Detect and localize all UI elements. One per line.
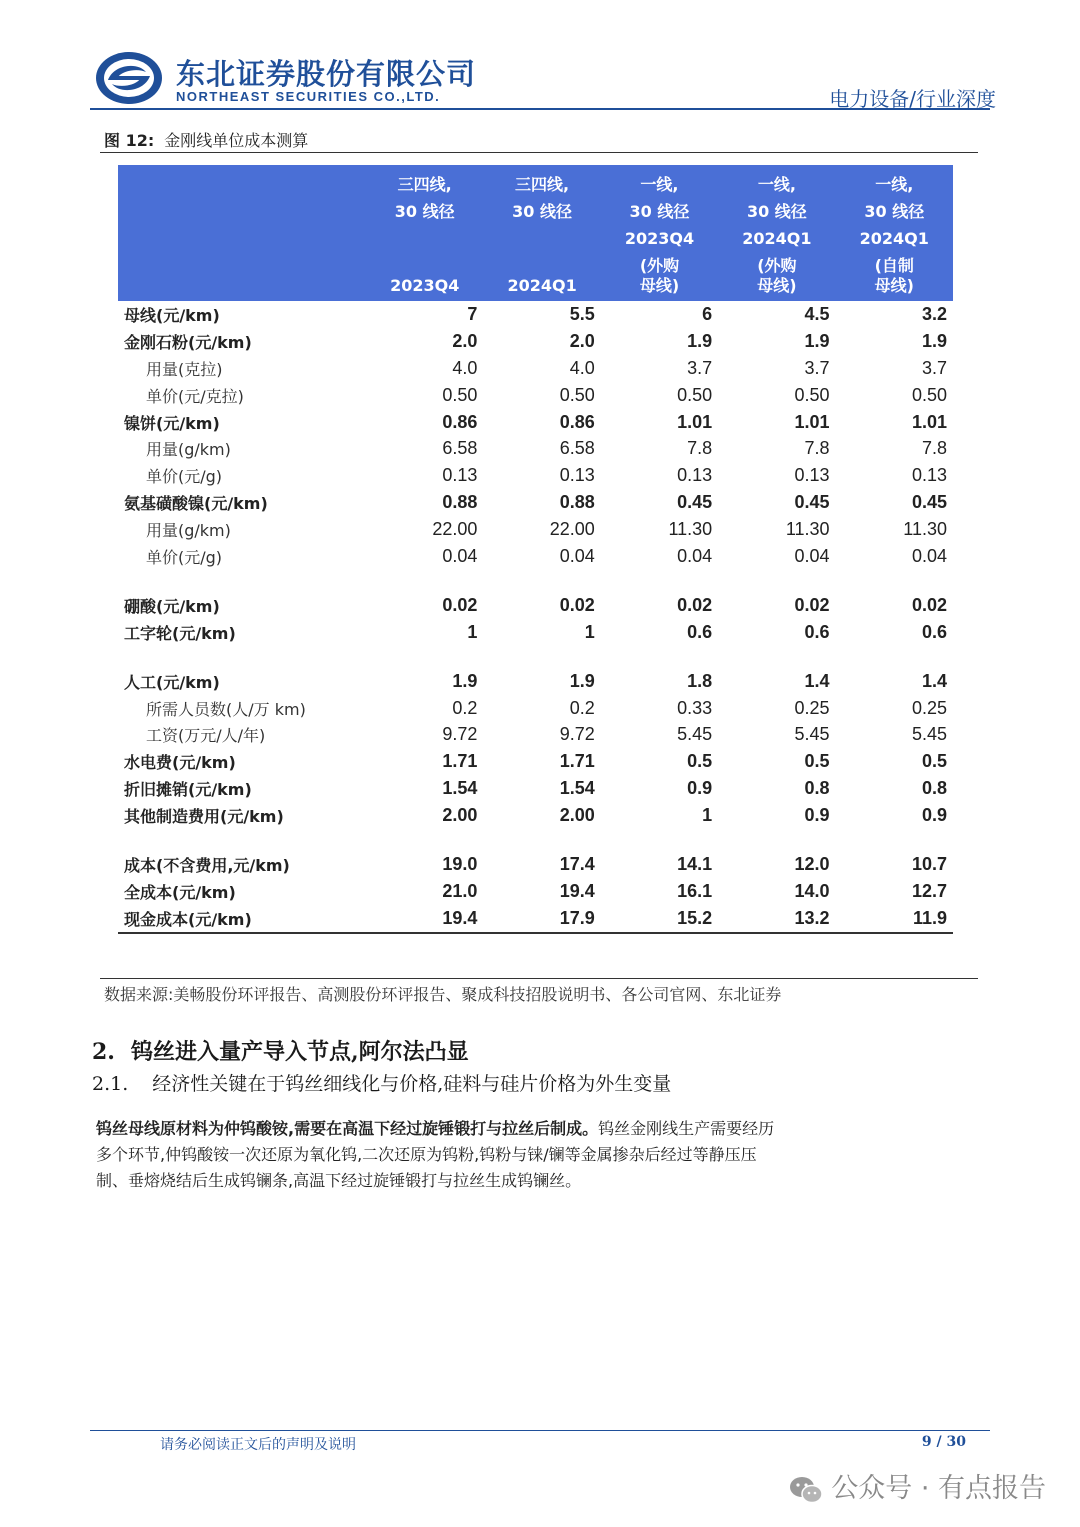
table-cell: 1	[584, 621, 595, 642]
table-cell: 3.7	[687, 357, 713, 378]
table-cell: 1.01	[677, 411, 713, 432]
table-cell: 0.13	[677, 465, 713, 486]
table-cell: 17.9	[483, 905, 600, 933]
header-divider	[90, 108, 990, 110]
row-label: 工字轮(元/km)	[124, 623, 236, 643]
table-cell: 1	[467, 621, 478, 642]
table-cell: 0.50	[442, 384, 478, 405]
table-cell: 5.45	[794, 724, 830, 745]
column-header-bottom: 母线)	[639, 276, 680, 295]
row-label: 单价(元/g)	[146, 467, 223, 487]
table-cell: 1	[702, 805, 713, 826]
row-label: 硼酸(元/km)	[124, 596, 220, 616]
column-header-line: 一线,	[757, 175, 796, 194]
table-cell: 6	[702, 303, 713, 324]
table-cell: 0.6	[804, 621, 830, 642]
table-cell	[836, 646, 953, 668]
watermark	[789, 1466, 1046, 1505]
row-label: 人工(元/km)	[124, 672, 220, 692]
table-cell: 19.4	[559, 880, 595, 901]
table-spacer-row	[118, 829, 953, 851]
table-cell: 1.9	[804, 330, 830, 351]
report-category: 电力设备/行业深度	[829, 87, 996, 111]
row-label	[118, 646, 366, 668]
column-header-line: 一线,	[875, 175, 914, 194]
table-cell: 17.4	[559, 853, 595, 874]
table-cell: 7	[467, 303, 478, 324]
table-cell: 0.13	[559, 465, 595, 486]
table-cell: 13.2	[718, 905, 835, 933]
table-cell: 22.00	[432, 519, 478, 540]
table-cell: 0.50	[794, 384, 830, 405]
column-header-line: 一线,	[640, 175, 679, 194]
table-row	[118, 516, 953, 543]
table-cell: 0.45	[911, 492, 947, 513]
table-cell: 16.1	[677, 880, 713, 901]
table-cell: 3.2	[921, 303, 947, 324]
table-cell: 5.5	[569, 303, 595, 324]
table-body	[118, 301, 953, 933]
table-row	[118, 851, 953, 878]
figure-label: 图 12:	[104, 131, 155, 150]
table-cell: 0.2	[569, 697, 595, 718]
column-header-line: 三四线,	[397, 175, 452, 194]
column-header-line: (外购	[639, 256, 680, 275]
table-cell: 1.71	[559, 751, 595, 772]
table-row	[118, 462, 953, 489]
table-row	[118, 435, 953, 462]
brand-name-cn: 东北证券股份有限公司	[176, 57, 477, 91]
row-label: 其他制造费用(元/km)	[124, 807, 284, 827]
table-cell: 11.30	[668, 519, 713, 540]
data-source: 数据来源:美畅股份环评报告、高测股份环评报告、聚成科技招股说明书、各公司官网、东北证券	[104, 985, 782, 1004]
table-spacer-row	[118, 570, 953, 592]
table-cell	[483, 646, 600, 668]
row-label: 成本(不含费用,元/km)	[124, 855, 290, 875]
column-header	[601, 165, 718, 301]
section-title: 钨丝进入量产导入节点,阿尔法凸显	[130, 1039, 469, 1065]
table-cell: 6.58	[559, 438, 595, 459]
table-cell	[483, 829, 600, 851]
table-cell: 1.54	[442, 778, 478, 799]
table-cell: 0.13	[794, 465, 830, 486]
column-header-line: 30 线径	[864, 202, 925, 221]
table-cell: 11.9	[836, 905, 953, 933]
row-label: 水电费(元/km)	[124, 753, 236, 773]
table-cell: 4.0	[452, 357, 478, 378]
table-cell: 0.04	[677, 545, 713, 566]
table-cell: 0.9	[687, 778, 713, 799]
row-label: 用量(克拉)	[146, 359, 223, 379]
table-row	[118, 721, 953, 748]
table-cell: 0.5	[687, 751, 713, 772]
table-cell: 0.86	[559, 411, 595, 432]
table-cell	[366, 829, 483, 851]
table-cell: 4.5	[804, 303, 830, 324]
table-cell: 0.6	[921, 621, 947, 642]
table-cell: 0.6	[687, 621, 713, 642]
subsection-number: 2.1.	[92, 1073, 129, 1095]
row-label: 金刚石粉(元/km)	[124, 332, 252, 352]
table-cell	[836, 829, 953, 851]
table-cell: 2.00	[442, 805, 478, 826]
paragraph-body: 钨丝金刚线生产需要经历多个环节,仲钨酸铵一次还原为氧化钨,二次还原为钨粉,钨粉与铼/镧等金属掺杂后经过等静压压制、垂熔烧结后生成钨镧条,高温下经过旋锤锻打与拉丝生成钨镧丝。	[96, 1119, 775, 1190]
table-cell: 21.0	[442, 880, 478, 901]
row-label	[118, 829, 366, 851]
table-cell: 0.04	[911, 545, 947, 566]
column-header-bottom: 2024Q1	[507, 276, 577, 295]
table-cell: 0.04	[559, 545, 595, 566]
table-cell: 1.9	[569, 670, 595, 691]
table-cell	[366, 646, 483, 668]
brand-name-en: NORTHEAST SECURITIES CO.,LTD.	[176, 89, 441, 104]
table-cell: 7.8	[687, 438, 713, 459]
table-row	[118, 878, 953, 905]
row-label: 所需人员数(人/万 km)	[146, 699, 306, 719]
table-row	[118, 668, 953, 695]
column-header-line: (外购	[757, 256, 797, 275]
column-header	[366, 165, 483, 301]
column-header-line: 三四线,	[515, 175, 570, 194]
table-row	[118, 775, 953, 802]
body-paragraph	[96, 1116, 786, 1194]
table-row	[118, 489, 953, 516]
table-cell: 0.25	[794, 697, 830, 718]
table-cell: 0.8	[804, 778, 830, 799]
row-label: 单价(元/克拉)	[146, 386, 244, 406]
table-cell: 1.9	[452, 670, 478, 691]
table-cell: 2.00	[559, 805, 595, 826]
table-cell: 2.0	[452, 330, 478, 351]
table-cell: 0.8	[921, 778, 947, 799]
row-label: 全成本(元/km)	[124, 882, 236, 902]
table-cell: 1.8	[687, 670, 713, 691]
table-row	[118, 328, 953, 355]
table-cell: 14.0	[794, 880, 830, 901]
table-cell: 0.50	[677, 384, 713, 405]
table-cell: 0.04	[442, 545, 478, 566]
column-header-line: 30 线径	[629, 202, 690, 221]
table-row	[118, 543, 953, 570]
column-header	[836, 165, 953, 301]
table-cell	[718, 829, 835, 851]
table-cell: 19.4	[366, 905, 483, 933]
table-cell: 14.1	[677, 853, 713, 874]
table-cell: 0.02	[911, 594, 947, 615]
row-label: 用量(g/km)	[146, 521, 231, 541]
company-logo	[94, 50, 164, 106]
row-label: 单价(元/g)	[146, 547, 223, 567]
subsection-heading	[92, 1069, 671, 1096]
table-cell: 7.8	[804, 438, 830, 459]
table-cell: 15.2	[601, 905, 718, 933]
column-header-line: 30 线径	[512, 202, 572, 221]
table-row	[118, 301, 953, 328]
column-header-line: (自制	[874, 256, 914, 275]
row-label: 工资(万元/人/年)	[146, 726, 266, 746]
table-cell: 0.5	[921, 751, 947, 772]
table-cell	[601, 646, 718, 668]
column-header-line: 30 线径	[746, 202, 807, 221]
wechat-icon	[789, 1475, 823, 1505]
column-header-bottom: 母线)	[757, 276, 797, 295]
row-label: 氨基磺酸镍(元/km)	[124, 494, 268, 514]
table-cell: 0.33	[677, 697, 713, 718]
table-cell: 4.0	[569, 357, 595, 378]
table-cell: 0.02	[794, 594, 830, 615]
table-cell: 0.88	[559, 492, 595, 513]
table-cell: 1.01	[794, 411, 830, 432]
paragraph-lead: 钨丝母线原材料为仲钨酸铵,需要在高温下经过旋锤锻打与拉丝后制成。	[96, 1119, 599, 1138]
table-cell: 1.54	[559, 778, 595, 799]
table-cell: 0.86	[442, 411, 478, 432]
table-cell: 0.13	[442, 465, 478, 486]
section-heading	[92, 1035, 469, 1066]
table-row	[118, 748, 953, 775]
table-row	[118, 619, 953, 646]
column-header	[718, 165, 835, 301]
table-cell: 11.30	[785, 519, 830, 540]
table-cell: 11.30	[903, 519, 947, 540]
table-cell: 10.7	[911, 853, 947, 874]
table-cell: 1.01	[911, 411, 947, 432]
table-row	[118, 382, 953, 409]
cost-table	[118, 165, 953, 934]
table-cell: 6.58	[442, 438, 478, 459]
table-cell: 19.0	[442, 853, 478, 874]
table-cell: 0.13	[911, 465, 947, 486]
table-cell: 0.88	[442, 492, 478, 513]
row-label: 折旧摊销(元/km)	[124, 780, 252, 800]
column-header-line: 2024Q1	[859, 229, 929, 248]
table-cell: 9.72	[559, 724, 595, 745]
table-row	[118, 802, 953, 829]
table-cell: 5.45	[911, 724, 947, 745]
table-cell: 0.02	[559, 594, 595, 615]
table-cell: 0.5	[804, 751, 830, 772]
source-divider	[100, 978, 978, 979]
table-cell: 1.4	[921, 670, 947, 691]
table-header-row	[118, 165, 953, 301]
figure-title	[104, 128, 308, 151]
table-cell: 1.9	[921, 330, 947, 351]
table-cell: 0.50	[911, 384, 947, 405]
table-cell: 1.71	[442, 751, 478, 772]
column-header-line: 2024Q1	[742, 229, 812, 248]
table-cell: 0.9	[921, 805, 947, 826]
table-cell: 0.2	[452, 697, 478, 718]
table-row	[118, 905, 953, 933]
footer-divider	[90, 1430, 990, 1431]
table-cell: 12.7	[911, 880, 947, 901]
column-header-bottom: 2023Q4	[390, 276, 460, 295]
table-cell: 22.00	[549, 519, 595, 540]
table-cell: 1.4	[804, 670, 830, 691]
table-cell: 0.02	[677, 594, 713, 615]
table-cell: 3.7	[921, 357, 947, 378]
table-cell: 0.45	[677, 492, 713, 513]
table-row	[118, 355, 953, 382]
row-label: 用量(g/km)	[146, 440, 231, 460]
table-cell	[601, 570, 718, 592]
table-cell: 0.25	[911, 697, 947, 718]
subsection-title: 经济性关键在于钨丝细线化与价格,硅料与硅片价格为外生变量	[152, 1073, 672, 1095]
figure-divider	[100, 152, 978, 153]
column-header-line: 30 线径	[394, 202, 455, 221]
row-label	[118, 570, 366, 592]
table-row	[118, 592, 953, 619]
table-row	[118, 409, 953, 436]
table-cell: 0.45	[794, 492, 830, 513]
column-header	[483, 165, 600, 301]
table-cell	[718, 646, 835, 668]
row-label: 镍饼(元/km)	[124, 413, 220, 433]
table-cell: 2.0	[569, 330, 595, 351]
table-cell	[366, 570, 483, 592]
watermark-text: 公众号 · 有点报告	[831, 1473, 1046, 1504]
table-cell: 5.45	[677, 724, 713, 745]
row-label: 现金成本(元/km)	[118, 905, 366, 933]
table-cell: 9.72	[442, 724, 478, 745]
column-header-line: 2023Q4	[624, 229, 695, 248]
table-cell: 1.9	[687, 330, 713, 351]
table-cell	[718, 570, 835, 592]
page-number: 9 / 30	[921, 1434, 966, 1450]
column-header-bottom: 母线)	[874, 276, 914, 295]
table-cell: 0.02	[442, 594, 478, 615]
cost-table-container	[118, 165, 953, 934]
figure-caption: 金刚线单位成本测算	[164, 131, 309, 150]
footer-disclaimer: 请务必阅读正文后的声明及说明	[160, 1437, 356, 1453]
table-cell: 12.0	[794, 853, 830, 874]
row-label: 母线(元/km)	[124, 305, 220, 325]
table-cell: 0.9	[804, 805, 830, 826]
table-cell	[836, 570, 953, 592]
table-cell	[483, 570, 600, 592]
table-cell	[601, 829, 718, 851]
table-cell: 0.50	[559, 384, 595, 405]
table-spacer-row	[118, 646, 953, 668]
section-number: 2.	[92, 1039, 115, 1065]
table-cell: 0.04	[794, 545, 830, 566]
header-cell-empty	[118, 165, 366, 301]
table-cell: 3.7	[804, 357, 830, 378]
table-cell: 7.8	[921, 438, 947, 459]
table-row	[118, 695, 953, 722]
